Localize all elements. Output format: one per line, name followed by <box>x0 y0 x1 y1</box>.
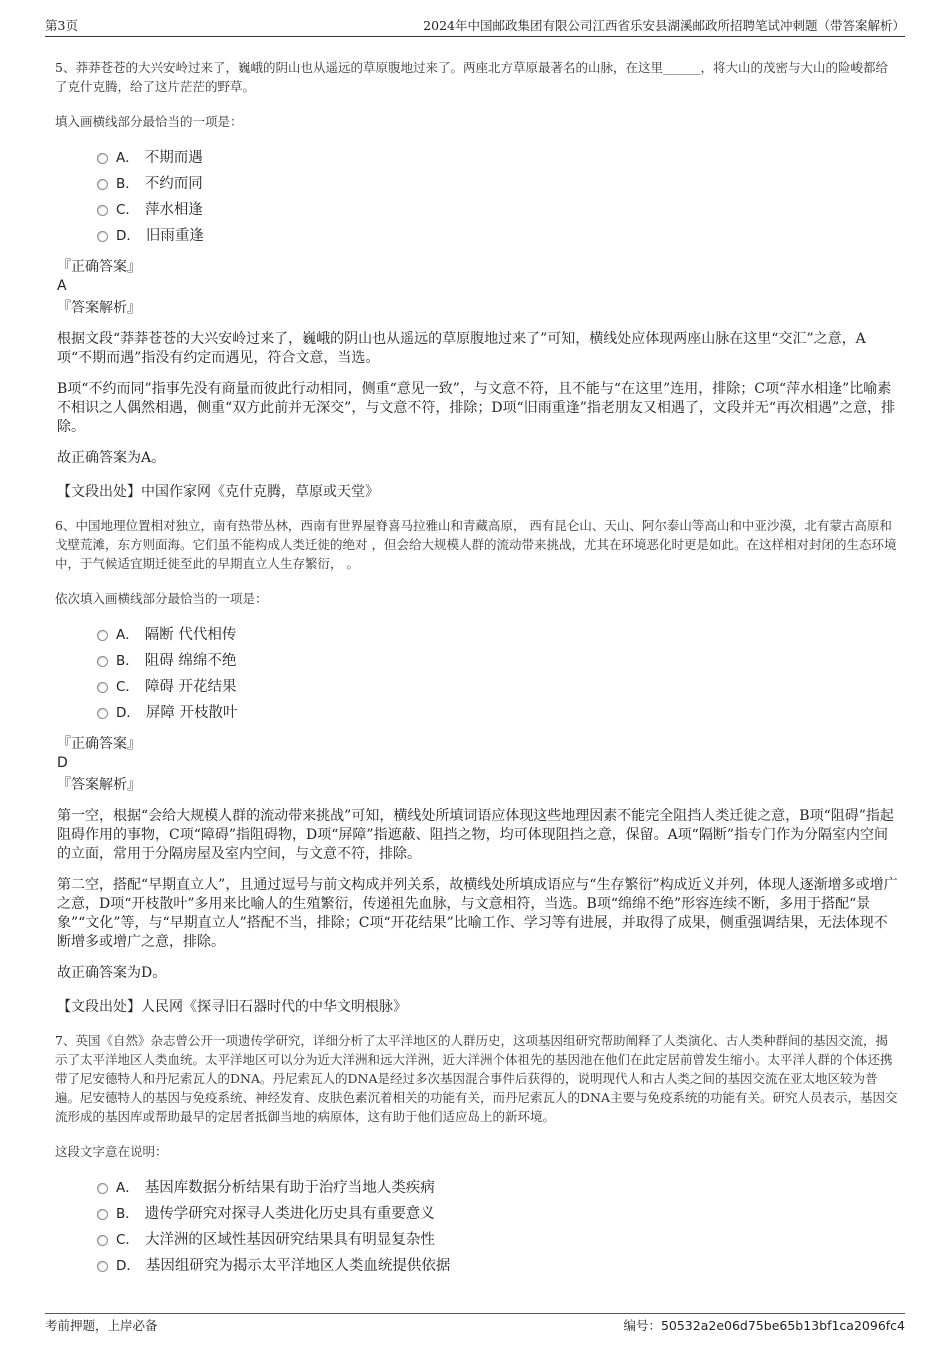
radio-icon[interactable] <box>97 1183 108 1194</box>
option-c[interactable]: C． 障碍 开花结果 <box>97 674 900 700</box>
question-5 <box>55 58 900 502</box>
question-text: 5、莽莽苍苍的大兴安岭过来了，巍峨的阴山也从遥远的草原腹地过来了。两座北方草原最著名的山脉，在这里______，将大山的茂密与大山的险峻都给了克什克腾，给了这片茫茫的野草。 <box>55 60 888 94</box>
answer-value: A <box>57 278 67 294</box>
document-code <box>623 1316 905 1334</box>
question-text: 7、英国《自然》杂志曾公开一项遗传学研究，详细分析了太平洋地区的人群历史，这项基因组研究帮助阐释了人类演化、古人类种群间的基因交流，揭示了太平洋地区人类血统。太平洋地区可以分为近大洋洲和远大洋洲，近大洋洲个体祖先的基因池在他们在此定居前曾发生缩小。太平洋人群的个体还携带了尼安德特人和丹尼索瓦人的DNA。丹尼索瓦人的DNA是经过多次基因混合事件后获得的，说明现代人和古人类之间的基因交流在亚太地区较为普遍。尼安德特人的基因与免疫系统、神经发育、皮肤色素沉着相关的功能有关，而丹尼索瓦人的DNA主要与免疫系统的功能有关。研究人员表示，基因交流形成的基因库或帮助最早的定居者抵御当地的病原体，这有助于他们适应岛上的新环境。 <box>55 1033 898 1124</box>
document-title: 2024年中国邮政集团有限公司江西省乐安县湖溪邮政所招聘笔试冲刺题（带答案解析） <box>423 18 905 33</box>
analysis-paragraph: 第二空，搭配“早期直立人”，且通过逗号与前文构成并列关系，故横线处所填成语应与“生存繁衍”构成近义并列，体现人逐渐增多或增广之意，D项“开枝散叶”多用来比喻人的生殖繁衍，传递祖先血脉，与文意相符，当选。B项“绵绵不绝”形容连续不断，多用于搭配“景象”“文化”等，与“早期直立人”搭配不当，排除；C项“开花结果”比喻工作、学习等有进展，并取得了成果，侧重强调结果，无法体现不断增多或增广之意，排除。 <box>57 877 898 950</box>
source-citation: 【文段出处】中国作家网《克什克腾，草原或天堂》 <box>57 484 379 500</box>
question-6 <box>55 516 900 1017</box>
question-text: 6、中国地理位置相对独立，南有热带丛林，西南有世界屋脊喜马拉雅山和青藏高原， 西有昆仑山、天山、阿尔泰山等高山和中亚沙漠，北有蒙古高原和戈壁荒滩，东方则面海。它们虽不能构成人类迁徙的绝对 ，但会给大规模人群的流动带来挑战，尤其在环境恶化时更是如此。在这样相对封闭的生态环境中，于气候适宜期迁徙至此的早期直立人生存繁衍， 。 <box>55 518 897 571</box>
radio-icon[interactable] <box>97 205 108 216</box>
option-d[interactable]: D． 屏障 开枝散叶 <box>97 700 900 726</box>
option-list <box>97 1175 900 1279</box>
analysis-label: 『答案解析』 <box>57 300 141 316</box>
radio-icon[interactable] <box>97 630 108 641</box>
radio-icon[interactable] <box>97 153 108 164</box>
option-b[interactable]: B． 阻碍 绵绵不绝 <box>97 648 900 674</box>
option-list <box>97 145 900 249</box>
page-footer <box>45 1313 905 1334</box>
code-value: 50532a2e06d75be65b13bf1ca2096fc4 <box>660 1318 905 1333</box>
option-b[interactable]: B． 遗传学研究对探寻人类进化历史具有重要意义 <box>97 1201 900 1227</box>
option-b[interactable]: B． 不约而同 <box>97 171 900 197</box>
analysis-paragraph: B项“不约而同”指事先没有商量而彼此行动相同，侧重“意见一致”，与文意不符，且不能与“在这里”连用，排除；C项“萍水相逢”比喻素不相识之人偶然相遇，侧重“双方此前并无深交”，与文意不符，排除；D项“旧雨重逢”指老朋友又相遇了，文段并无“再次相遇”之意，排除。 <box>57 381 896 435</box>
page-header <box>45 14 905 37</box>
question-prompt: 依次填入画横线部分最恰当的一项是： <box>55 591 268 606</box>
source-citation: 【文段出处】人民网《探寻旧石器时代的中华文明根脉》 <box>57 999 407 1015</box>
footer-slogan: 考前押题，上岸必备 <box>45 1318 158 1333</box>
option-a[interactable]: A． 基因库数据分析结果有助于治疗当地人类疾病 <box>97 1175 900 1201</box>
radio-icon[interactable] <box>97 1235 108 1246</box>
answer-label: 『正确答案』 <box>57 736 141 752</box>
radio-icon[interactable] <box>97 1261 108 1272</box>
radio-icon[interactable] <box>97 708 108 719</box>
option-c[interactable]: C． 萍水相逢 <box>97 197 900 223</box>
question-prompt: 填入画横线部分最恰当的一项是： <box>55 114 243 129</box>
analysis-paragraph: 第一空，根据“会给大规模人群的流动带来挑战”可知，横线处所填词语应体现这些地理因素不能完全阻挡人类迁徙之意，B项“阻碍”指起阻碍作用的事物，C项“障碍”指阻碍物，D项“屏障”指遮蔽、阻挡之物，均可体现阻挡之意，保留。A项“隔断”指专门作为分隔室内空间的立面，常用于分隔房屋及室内空间，与文意不符，排除。 <box>57 808 894 862</box>
analysis-label: 『答案解析』 <box>57 777 141 793</box>
radio-icon[interactable] <box>97 1209 108 1220</box>
question-7 <box>55 1031 900 1279</box>
option-list <box>97 622 900 726</box>
analysis-paragraph: 根据文段“莽莽苍苍的大兴安岭过来了，巍峨的阴山也从遥远的草原腹地过来了”可知，横线处应体现两座山脉在这里“交汇”之意，A项“不期而遇”指没有约定而遇见，符合文意，当选。 <box>57 331 866 366</box>
option-a[interactable]: A． 隔断 代代相传 <box>97 622 900 648</box>
analysis-paragraph: 故正确答案为D。 <box>57 965 167 981</box>
answer-value: D <box>57 755 68 771</box>
option-a[interactable]: A． 不期而遇 <box>97 145 900 171</box>
radio-icon[interactable] <box>97 231 108 242</box>
radio-icon[interactable] <box>97 682 108 693</box>
answer-label: 『正确答案』 <box>57 259 141 275</box>
document-body <box>55 58 900 1287</box>
option-d[interactable]: D． 基因组研究为揭示太平洋地区人类血统提供依据 <box>97 1253 900 1279</box>
analysis-paragraph: 故正确答案为A。 <box>57 450 166 466</box>
radio-icon[interactable] <box>97 179 108 190</box>
question-prompt: 这段文字意在说明： <box>55 1144 168 1159</box>
option-d[interactable]: D． 旧雨重逢 <box>97 223 900 249</box>
option-c[interactable]: C． 大洋洲的区域性基因研究结果具有明显复杂性 <box>97 1227 900 1253</box>
radio-icon[interactable] <box>97 656 108 667</box>
page-number: 第3页 <box>45 18 78 33</box>
code-label: 编号： <box>623 1318 661 1333</box>
